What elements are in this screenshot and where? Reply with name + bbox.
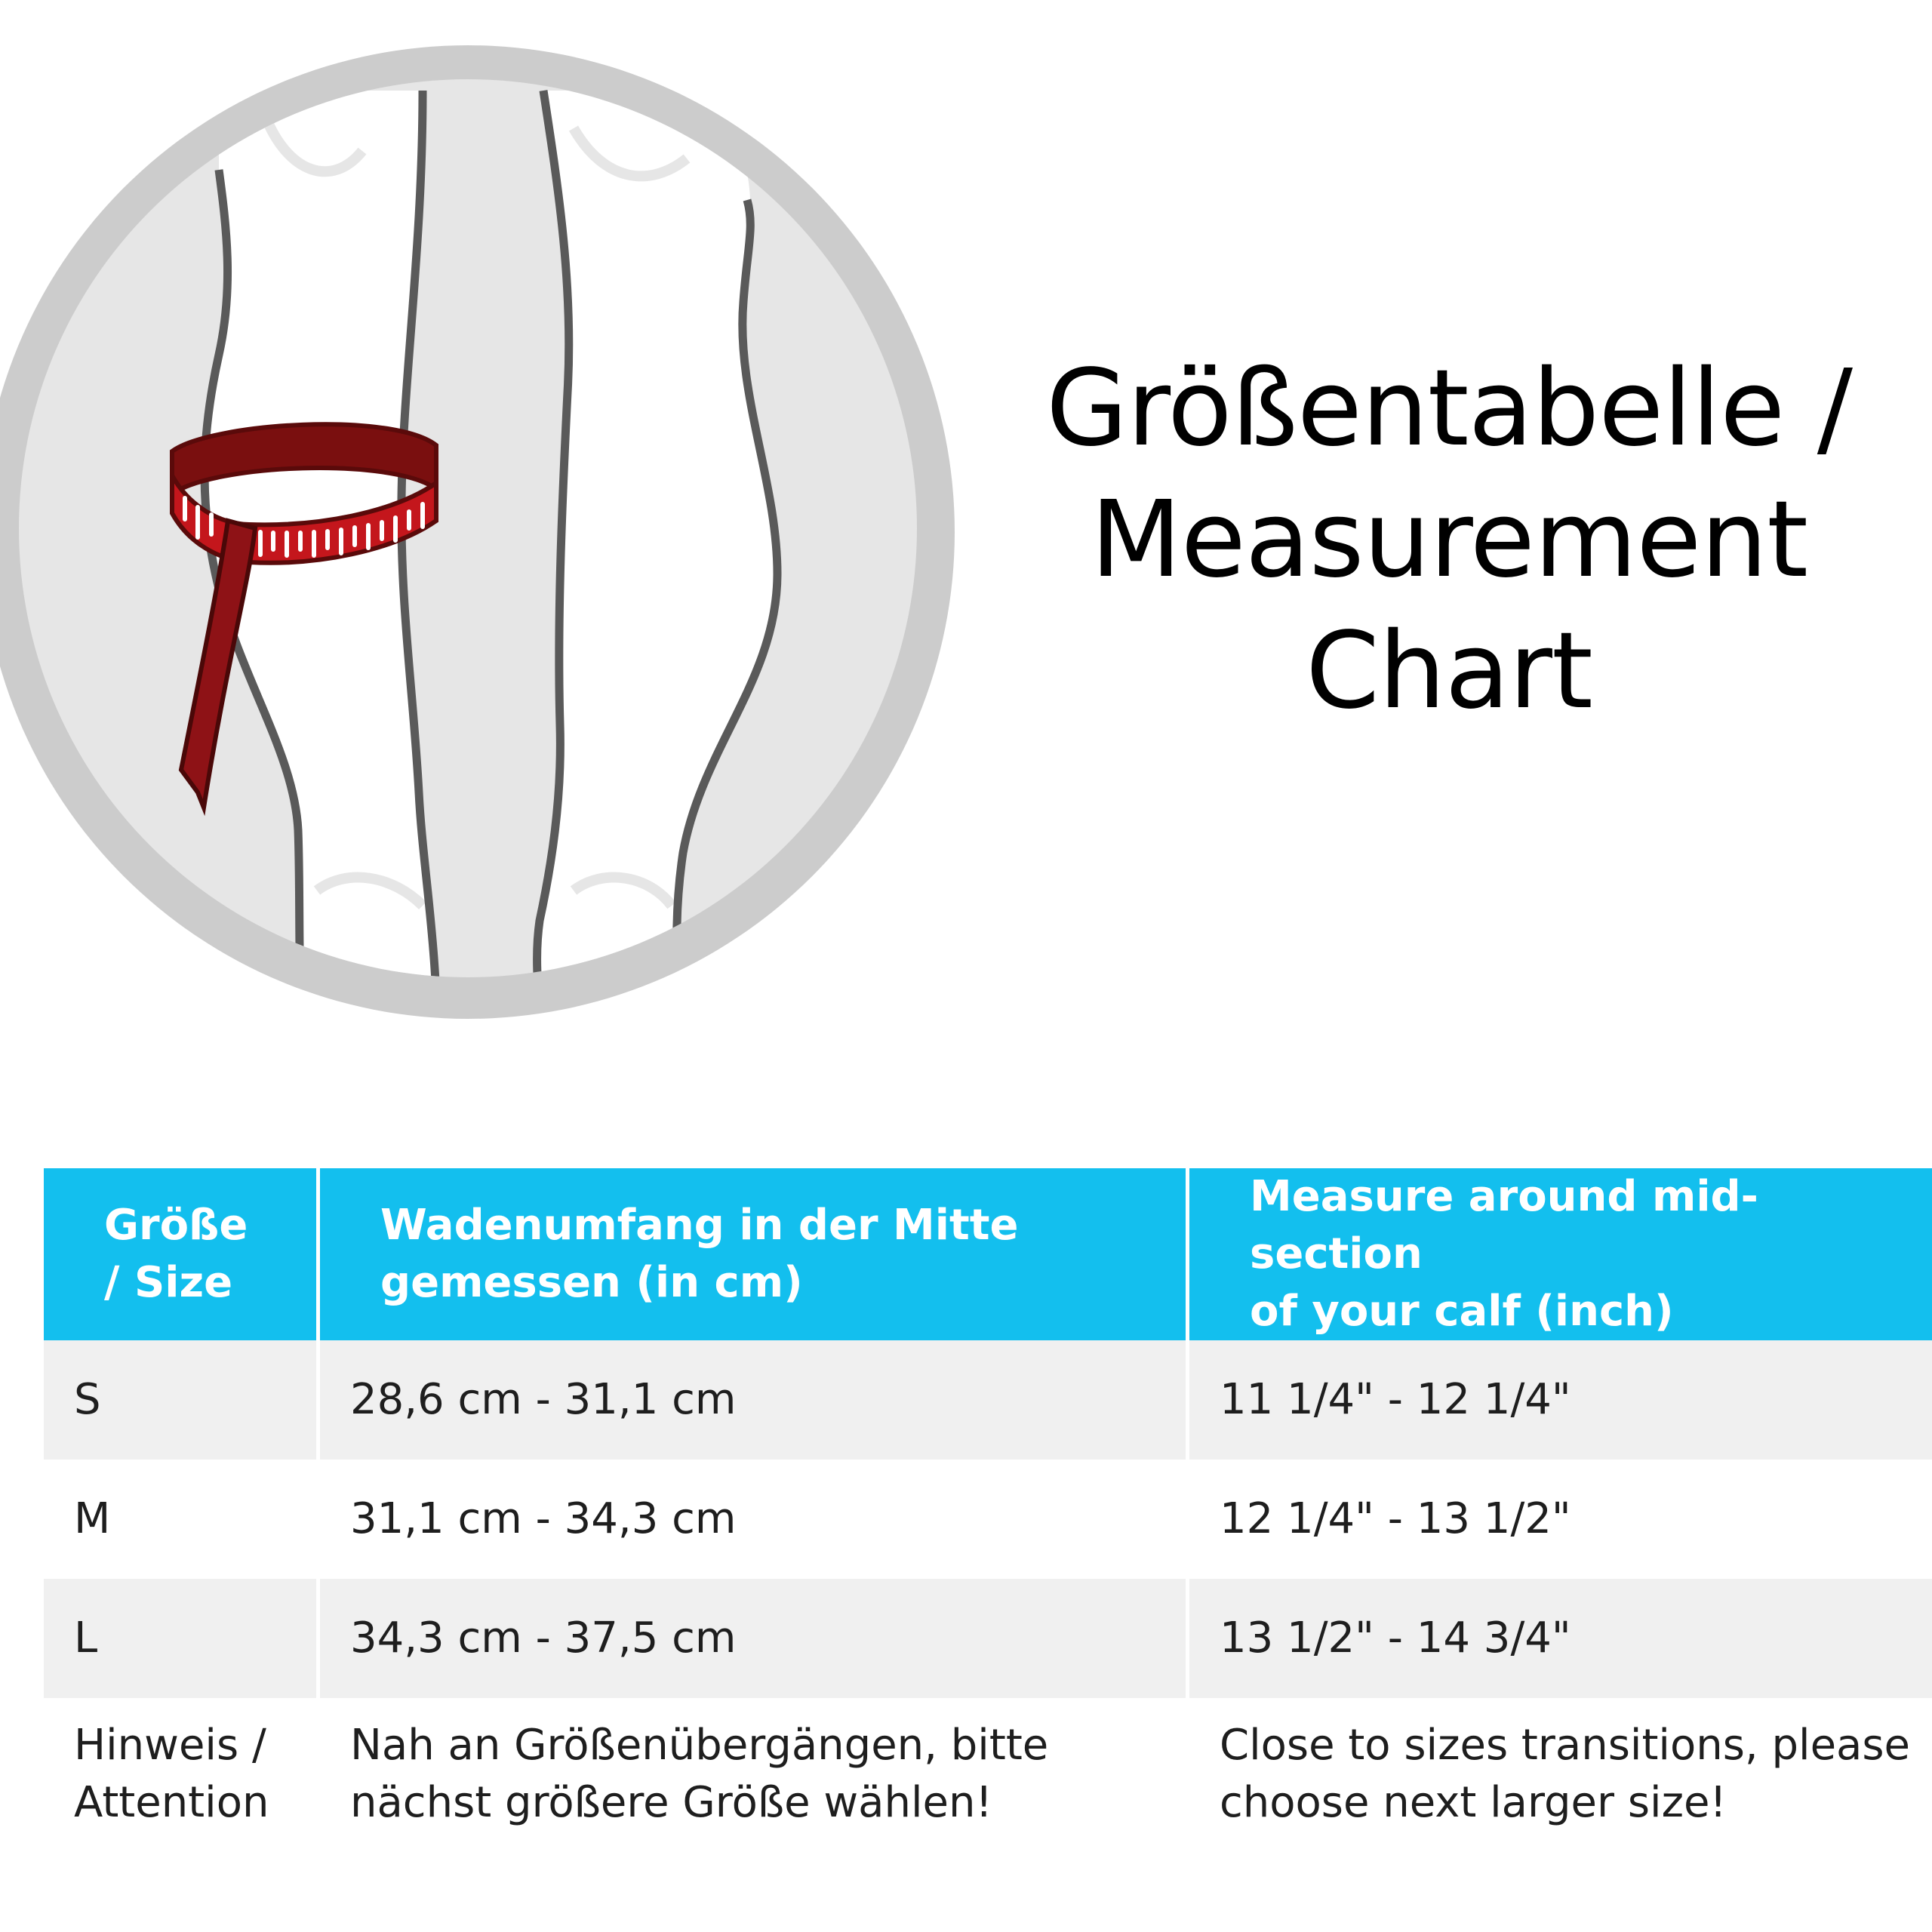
cell-inch: 12 1/4" - 13 1/2" [1189,1460,1932,1579]
note-english-line-1: Close to sizes transitions, please [1220,1721,1911,1770]
note-label-line-2: Attention [74,1778,269,1827]
header-cm-line-2: gemessen (in cm) [380,1258,803,1307]
size-table [44,1168,1932,1846]
chart-title [1034,343,1864,737]
note-english [1189,1698,1932,1846]
header-size [44,1168,320,1340]
table-row-m [44,1460,1932,1579]
header-size-line-1: Größe [104,1201,248,1250]
table-row-note [44,1698,1932,1846]
cell-cm: 34,3 cm - 37,5 cm [320,1579,1189,1698]
cell-inch: 11 1/4" - 12 1/4" [1189,1340,1932,1460]
note-german-line-2: nächst größere Größe wählen! [350,1778,992,1827]
table-row-s [44,1340,1932,1460]
note-german [320,1698,1189,1846]
header-cm [320,1168,1189,1340]
cell-cm: 28,6 cm - 31,1 cm [320,1340,1189,1460]
note-english-line-2: choose next larger size! [1220,1778,1727,1827]
cell-size: L [44,1579,320,1698]
header-cm-line-1: Wadenumfang in der Mitte [380,1201,1019,1250]
cell-size: S [44,1340,320,1460]
header-inch [1189,1168,1932,1340]
title-line-1: Größentabelle / [1046,347,1852,470]
note-german-line-1: Nah an Größenübergängen, bitte [350,1721,1049,1770]
cell-size: M [44,1460,320,1579]
header-inch-line-1: Measure around mid-section [1250,1172,1758,1278]
cell-inch: 13 1/2" - 14 3/4" [1189,1579,1932,1698]
title-line-2: Measurement [1090,478,1808,601]
header-inch-line-2: of your calf (inch) [1250,1287,1674,1336]
title-line-3: Chart [1306,610,1592,733]
header-size-line-2: / Size [104,1258,233,1307]
note-label [44,1698,320,1846]
illustration-inner-disc [19,79,917,977]
calf-measurement-illustration [0,0,966,1041]
cell-cm: 31,1 cm - 34,3 cm [320,1460,1189,1579]
table-row-l [44,1579,1932,1698]
note-label-line-1: Hinweis / [74,1721,266,1770]
table-header-row [44,1168,1932,1340]
